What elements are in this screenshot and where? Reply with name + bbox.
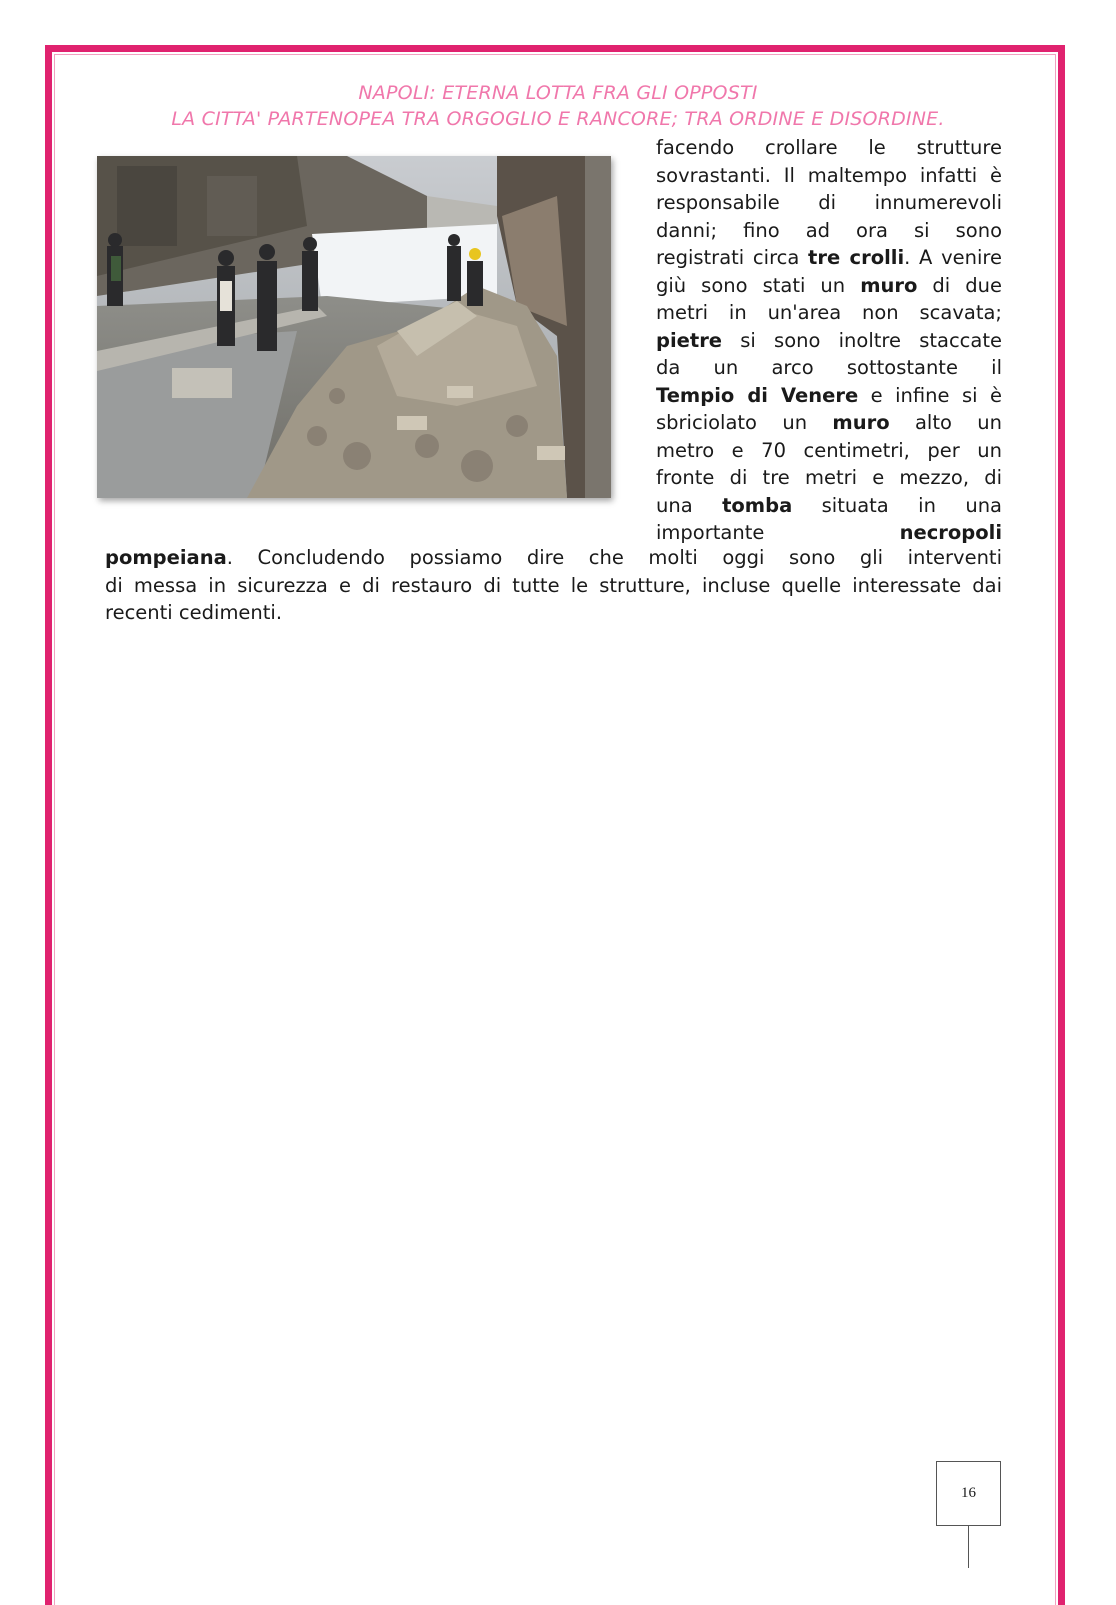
text-line: giù sono stati un muro di due (656, 273, 1002, 297)
text-line: metri in un'area non scavata; (656, 301, 1002, 324)
bold-term: pietre (656, 328, 723, 352)
bold-term: tre crolli (808, 246, 905, 269)
bold-term: tomba (722, 493, 793, 517)
text-line: una tomba situata in una (656, 493, 1002, 517)
text-line: sbriciolato un muro alto un (656, 411, 1002, 434)
text-line: facendo crollare le strutture (656, 136, 1002, 159)
text-line: fronte di tre metri e mezzo, di (656, 466, 1002, 489)
text-line: responsabile di innumerevoli (656, 191, 1002, 214)
text-line: recenti cedimenti. (105, 601, 283, 624)
text-line: sovrastanti. Il maltempo infatti è (656, 163, 1002, 187)
bold-term: Tempio di Venere (656, 383, 859, 407)
header-subtitle: LA CITTA' PARTENOPEA TRA ORGOGLIO E RANCORE; TRA ORDINE E DISORDINE. (171, 108, 945, 130)
bold-term: pompeiana (105, 546, 227, 569)
bold-term: muro (832, 411, 890, 434)
bold-term: muro (860, 273, 918, 297)
bold-term: necropoli (899, 521, 1002, 544)
page-number-stem (968, 1526, 969, 1568)
text-line: da un arco sottostante il (656, 356, 1002, 379)
text-line: pompeiana. Concludendo possiamo dire che molti oggi sono gli interventi (105, 546, 1002, 569)
page-number: 16 (936, 1461, 1001, 1526)
text-line: pietre si sono inoltre staccate (656, 328, 1002, 352)
text-line: importante necropoli (656, 521, 1002, 544)
text-line: registrati circa tre crolli. A venire (656, 246, 1003, 269)
header-title: NAPOLI: ETERNA LOTTA FRA GLI OPPOSTI (358, 82, 758, 104)
body-text-full (105, 544, 1002, 627)
text-line: di messa in sicurezza e di restauro di tutte le strutture, incluse quelle interessate dai (105, 573, 1002, 597)
text-line: metro e 70 centimetri, per un (656, 438, 1002, 462)
text-line: danni; fino ad ora si sono (656, 218, 1002, 242)
pompeii-collapse-photo (97, 156, 611, 498)
text-line: Tempio di Venere e infine si è (656, 383, 1002, 407)
page-header (0, 80, 1116, 132)
body-text-column (656, 134, 1002, 547)
